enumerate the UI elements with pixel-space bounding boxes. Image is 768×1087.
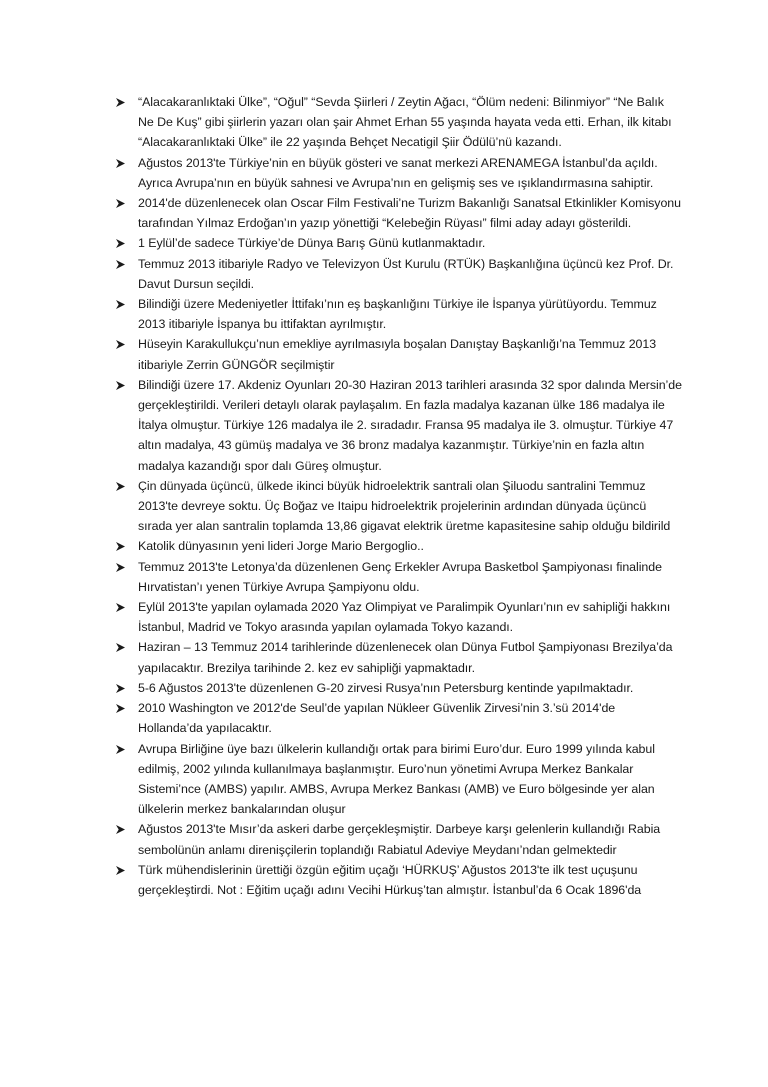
list-item-text: Bilindiği üzere 17. Akdeniz Oyunları 20-30 Haziran 2013 tarihleri arasında 32 spor dalında Mersin’de gerçekleştirildi. Verileri detaylı olarak paylaşalım. En fazla madalya kazanan ülke 186 madalya ile İtalya olmuştur. Türkiye 126 madalya ile 2. sıradadır. Fransa 95 madalya ile 3. olmuştur. Türkiye 47 altın madalya, 43 gümüş madalya ve 36 bronz madalya kazanmıştır. Türkiye’nin en fazla altın madalya kazandığı spor dalı Güreş olmuştur. [138, 377, 682, 473]
arrow-bullet-icon [116, 866, 125, 875]
arrow-bullet-icon [116, 704, 125, 713]
list-item-text: Haziran – 13 Temmuz 2014 tarihlerinde düzenlenecek olan Dünya Futbol Şampiyonası Brezilya’da yapılacaktır. Brezilya tarihinde 2. kez ev sahipliği yapmaktadır. [138, 640, 673, 675]
list-item [116, 233, 682, 253]
arrow-bullet-icon [116, 300, 125, 309]
list-item-text: 2014'de düzenlenecek olan Oscar Film Festivali’ne Turizm Bakanlığı Sanatsal Etkinlikler Komisyonu tarafından Yılmaz Erdoğan’ın yazıp yönettiği “Kelebeğin Rüyası” filmi aday adayı gösterildi. [138, 196, 681, 231]
list-item [116, 334, 682, 374]
list-item-text: 1 Eylül’de sadece Türkiye’de Dünya Barış Günü kutlanmaktadır. [138, 236, 486, 251]
list-item-text: Eylül 2013'te yapılan oylamada 2020 Yaz Olimpiyat ve Paralimpik Oyunları’nın ev sahipliği hakkını İstanbul, Madrid ve Tokyo arasında yapılan oylamada Tokyo kazandı. [138, 600, 671, 635]
list-item-text: 5-6 Ağustos 2013'te düzenlenen G-20 zirvesi Rusya’nın Petersburg kentinde yapılmaktadır. [138, 680, 634, 695]
list-item [116, 637, 682, 677]
list-item-text: Temmuz 2013'te Letonya’da düzenlenen Genç Erkekler Avrupa Basketbol Şampiyonası finalinde Hırvatistan’ı yenen Türkiye Avrupa Şampiyonu oldu. [138, 559, 662, 594]
arrow-bullet-icon [116, 482, 125, 491]
list-item [116, 860, 682, 900]
arrow-bullet-icon [116, 98, 125, 107]
list-item [116, 597, 682, 637]
list-item [116, 294, 682, 334]
list-item-text: Hüseyin Karakullukçu’nun emekliye ayrılmasıyla boşalan Danıştay Başkanlığı’na Temmuz 2013 itibariyle Zerrin GÜNGÖR seçilmiştir [138, 337, 657, 372]
list-item [116, 375, 682, 476]
list-item [116, 193, 682, 233]
list-item-text: Ağustos 2013'te Türkiye’nin en büyük gösteri ve sanat merkezi ARENAMEGA İstanbul’da açıldı. Ayrıca Avrupa’nın en büyük sahnesi ve Avrupa’nın en gelişmiş ses ve ışıklandırmasına sahiptir. [138, 155, 658, 190]
list-item [116, 476, 682, 537]
arrow-bullet-icon [116, 825, 125, 834]
list-item-text: Ağustos 2013'te Mısır’da askeri darbe gerçekleşmiştir. Darbeye karşı gelenlerin kullandığı Rabia sembolünün anlamı direnişçilerin toplandığı Rabiatul Adeviye Meydanı’ndan gelmektedir [138, 822, 661, 857]
list-item-text: Katolik dünyasının yeni lideri Jorge Mario Bergoglio.. [138, 539, 424, 554]
arrow-bullet-icon [116, 563, 125, 572]
list-item-text: Çin dünyada üçüncü, ülkede ikinci büyük hidroelektrik santrali olan Şiluodu santralini Temmuz 2013'te devreye soktu. Üç Boğaz ve Itaipu hidroelektrik projelerinin ardından dünyada üçüncü sırada yer alan santralin toplamda 13,86 gigavat elektrik üretme kapasitesine sahip olduğu bildirild [138, 478, 671, 534]
list-item-text: “Alacakaranlıktaki Ülke”, “Oğul” “Sevda Şiirleri / Zeytin Ağacı, “Ölüm nedeni: Bilinmiyor” “Ne Balık Ne De Kuş” gibi şiirlerin yazarı olan şair Ahmet Erhan 55 yaşında hayata veda etti. Erhan, ilk kitabı “Alacakaranlıktaki Ülke” ile 22 yaşında Behçet Necatigil Şiir Ödülü’nü kazandı. [138, 95, 672, 150]
arrow-bullet-icon [116, 643, 125, 652]
bullet-list [116, 92, 682, 900]
arrow-bullet-icon [116, 260, 125, 269]
arrow-bullet-icon [116, 745, 125, 754]
list-item-text: Avrupa Birliğine üye bazı ülkelerin kullandığı ortak para birimi Euro’dur. Euro 1999 yılında kabul edilmiş, 2002 yılında kullanılmaya başlanmıştır. Euro’nun yönetimi Avrupa Merkez Bankalar Sistemi’nce (AMBS) yapılır. AMBS, Avrupa Merkez Bankası (AMB) ve Euro bölgesinde yer alan ülkelerin merkez bankalarından oluşur [138, 741, 655, 817]
list-item [116, 698, 682, 738]
list-item-text: Türk mühendislerinin ürettiği özgün eğitim uçağı ‘HÜRKUŞ’ Ağustos 2013'te ilk test uçuşunu gerçekleştirdi. Not : Eğitim uçağı adını Vecihi Hürkuş’tan almıştır. İstanbul’da 6 Ocak 1896'da [138, 862, 642, 897]
arrow-bullet-icon [116, 340, 125, 349]
list-item-text: Temmuz 2013 itibariyle Radyo ve Televizyon Üst Kurulu (RTÜK) Başkanlığına üçüncü kez Prof. Dr. Davut Dursun seçildi. [138, 256, 674, 291]
list-item [116, 254, 682, 294]
arrow-bullet-icon [116, 381, 125, 390]
list-item [116, 557, 682, 597]
list-item [116, 92, 682, 153]
arrow-bullet-icon [116, 542, 125, 551]
arrow-bullet-icon [116, 603, 125, 612]
list-item [116, 678, 682, 698]
list-item [116, 819, 682, 859]
arrow-bullet-icon [116, 684, 125, 693]
arrow-bullet-icon [116, 199, 125, 208]
list-item [116, 536, 682, 556]
arrow-bullet-icon [116, 159, 125, 168]
list-item [116, 739, 682, 820]
list-item-text: 2010 Washington ve 2012'de Seul’de yapılan Nükleer Güvenlik Zirvesi’nin 3.’sü 2014'de Hollanda’da yapılacaktır. [138, 701, 616, 736]
arrow-bullet-icon [116, 239, 125, 248]
list-item-text: Bilindiği üzere Medeniyetler İttifakı’nın eş başkanlığını Türkiye ile İspanya yürütüyordu. Temmuz 2013 itibariyle İspanya bu ittifaktan ayrılmıştır. [138, 297, 657, 332]
list-item [116, 153, 682, 193]
